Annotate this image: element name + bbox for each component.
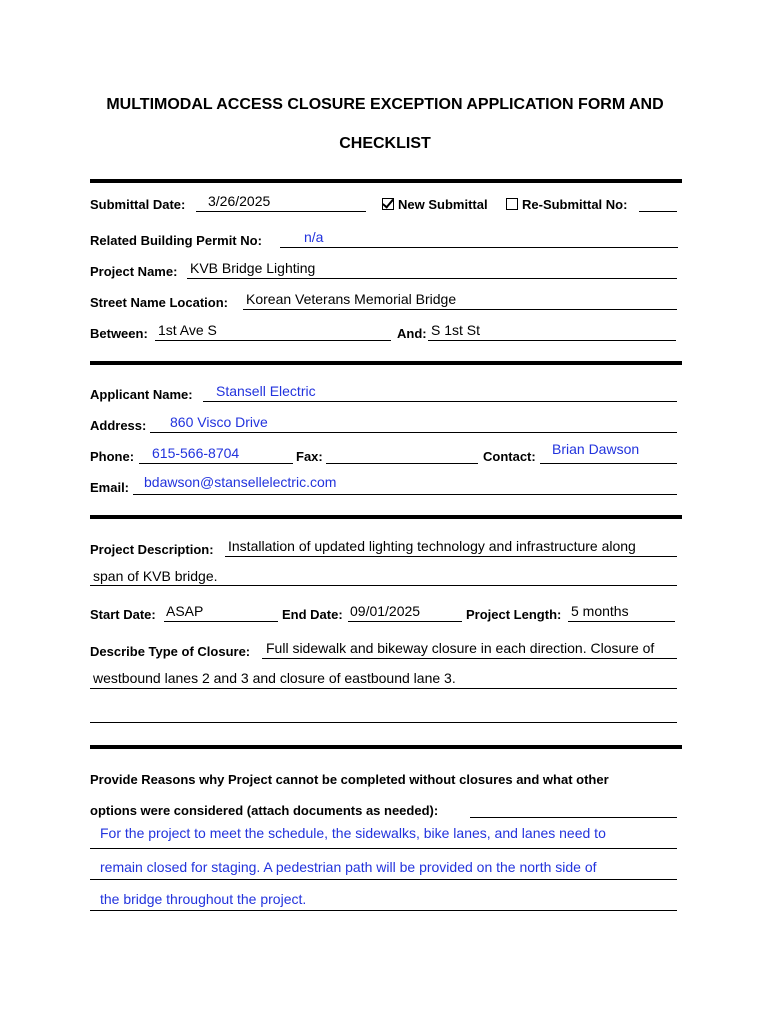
phone-line bbox=[139, 463, 293, 464]
closure-type-field-1[interactable]: Full sidewalk and bikeway closure in each direction. Closure of bbox=[266, 640, 655, 656]
reasons-field-1[interactable]: For the project to meet the schedule, the sidewalks, bike lanes, and lanes need to bbox=[100, 825, 606, 841]
reasons-field-3[interactable]: the bridge throughout the project. bbox=[100, 891, 307, 907]
closure-type-line-3[interactable] bbox=[90, 722, 677, 723]
applicant-name-label: Applicant Name: bbox=[90, 387, 193, 402]
between-label: Between: bbox=[90, 326, 148, 341]
applicant-name-line bbox=[203, 401, 677, 402]
resubmittal-option[interactable] bbox=[506, 197, 627, 212]
start-date-label: Start Date: bbox=[90, 607, 156, 622]
closure-type-line-1 bbox=[262, 658, 677, 659]
project-description-field-1[interactable]: Installation of updated lighting technology and infrastructure along bbox=[228, 538, 636, 554]
building-permit-field[interactable]: n/a bbox=[304, 229, 324, 245]
address-label: Address: bbox=[90, 418, 147, 433]
end-date-label: End Date: bbox=[282, 607, 343, 622]
contact-field[interactable]: Brian Dawson bbox=[552, 441, 640, 457]
project-length-label: Project Length: bbox=[466, 607, 562, 622]
section-divider bbox=[90, 361, 682, 365]
start-date-field[interactable]: ASAP bbox=[166, 603, 204, 619]
closure-type-line-2 bbox=[90, 688, 677, 689]
reasons-line-2 bbox=[90, 879, 677, 880]
project-description-label: Project Description: bbox=[90, 542, 214, 557]
new-submittal-option[interactable] bbox=[382, 197, 488, 212]
address-line bbox=[150, 432, 677, 433]
reasons-label-line-2: options were considered (attach documents as needed): bbox=[90, 803, 439, 818]
street-location-field[interactable]: Korean Veterans Memorial Bridge bbox=[246, 291, 457, 307]
street-location-label: Street Name Location: bbox=[90, 295, 228, 310]
reasons-field-2[interactable]: remain closed for staging. A pedestrian path will be provided on the north side of bbox=[100, 859, 597, 875]
between-line bbox=[155, 340, 391, 341]
project-description-field-2[interactable]: span of KVB bridge. bbox=[93, 568, 218, 584]
submittal-date-label: Submittal Date: bbox=[90, 197, 186, 212]
contact-line bbox=[540, 463, 677, 464]
reasons-line-0 bbox=[470, 817, 677, 818]
building-permit-line bbox=[280, 247, 678, 248]
project-name-label: Project Name: bbox=[90, 264, 178, 279]
resubmittal-checkbox[interactable] bbox=[506, 198, 518, 210]
and-label: And: bbox=[397, 326, 427, 341]
reasons-line-3 bbox=[90, 910, 677, 911]
fax-field[interactable] bbox=[326, 463, 478, 464]
phone-label: Phone: bbox=[90, 449, 135, 464]
between-field[interactable]: 1st Ave S bbox=[158, 322, 217, 338]
project-name-line bbox=[187, 278, 677, 279]
email-line bbox=[133, 494, 677, 495]
and-line bbox=[428, 340, 676, 341]
closure-type-field-2[interactable]: westbound lanes 2 and 3 and closure of eastbound lane 3. bbox=[93, 670, 456, 686]
reasons-line-1 bbox=[90, 848, 677, 849]
phone-field[interactable]: 615-566-8704 bbox=[152, 445, 240, 461]
applicant-name-field[interactable]: Stansell Electric bbox=[216, 383, 316, 399]
project-length-line bbox=[568, 621, 675, 622]
section-divider bbox=[90, 515, 682, 519]
end-date-field[interactable]: 09/01/2025 bbox=[350, 603, 421, 619]
form-title-line-1: MULTIMODAL ACCESS CLOSURE EXCEPTION APPLICATION FORM AND bbox=[106, 96, 664, 113]
section-divider bbox=[90, 745, 682, 749]
project-name-field[interactable]: KVB Bridge Lighting bbox=[190, 260, 316, 276]
fax-label: Fax: bbox=[296, 449, 323, 464]
street-location-line bbox=[243, 309, 677, 310]
project-description-line-2 bbox=[90, 585, 677, 586]
end-date-line bbox=[348, 621, 462, 622]
form-title-line-2: CHECKLIST bbox=[339, 135, 431, 152]
email-field[interactable]: bdawson@stansellelectric.com bbox=[144, 474, 337, 490]
building-permit-label: Related Building Permit No: bbox=[90, 233, 262, 248]
project-length-field[interactable]: 5 months bbox=[571, 603, 629, 619]
resubmittal-label: Re-Submittal No: bbox=[522, 197, 628, 212]
email-label: Email: bbox=[90, 480, 130, 495]
contact-label: Contact: bbox=[483, 449, 536, 464]
start-date-line bbox=[164, 621, 278, 622]
submittal-date-line bbox=[196, 211, 366, 212]
address-field[interactable]: 860 Visco Drive bbox=[170, 414, 268, 430]
resubmittal-number-line[interactable] bbox=[639, 211, 677, 212]
project-description-line-1 bbox=[225, 556, 677, 557]
new-submittal-label: New Submittal bbox=[398, 197, 488, 212]
closure-type-label: Describe Type of Closure: bbox=[90, 644, 251, 659]
new-submittal-checkbox[interactable] bbox=[382, 198, 394, 210]
submittal-date-field[interactable]: 3/26/2025 bbox=[208, 193, 271, 209]
and-field[interactable]: S 1st St bbox=[431, 322, 481, 338]
reasons-label-line-1: Provide Reasons why Project cannot be completed without closures and what other bbox=[90, 772, 609, 787]
section-divider bbox=[90, 179, 682, 183]
